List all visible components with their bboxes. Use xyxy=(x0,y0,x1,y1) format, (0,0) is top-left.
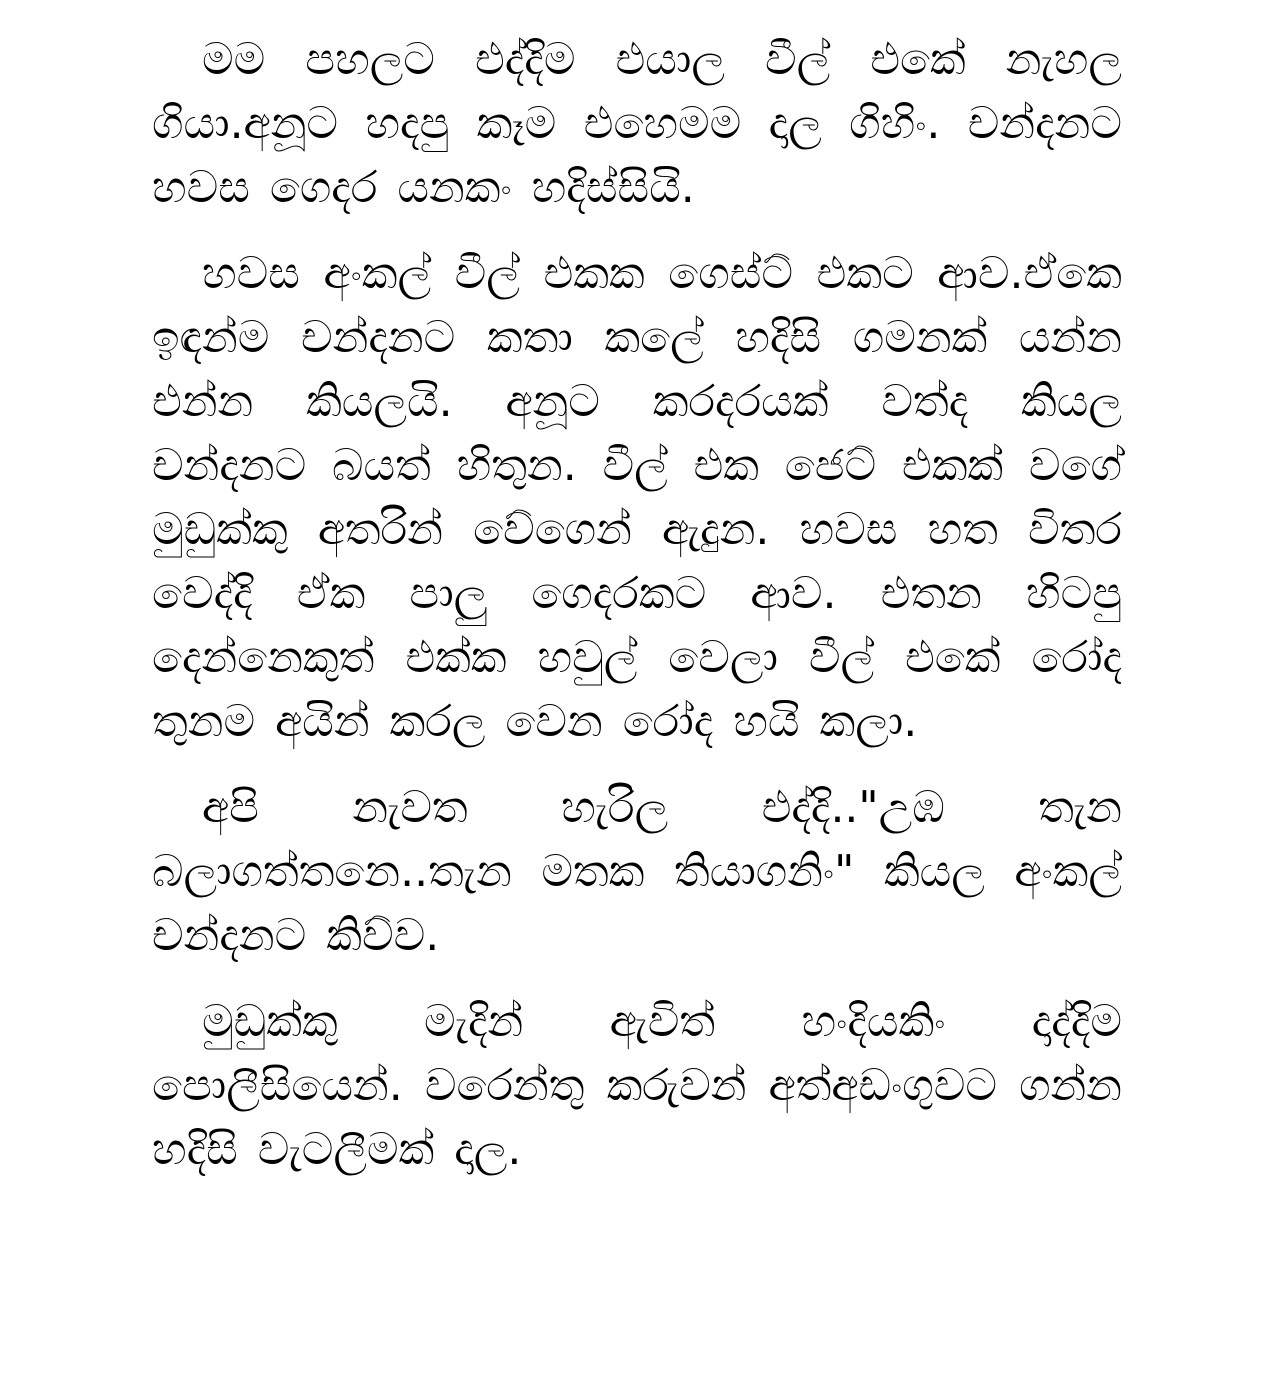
paragraph-4: මුඩුක්කු මැදින් ඇවිත් හංදියකිං දාද්දිම පොලීසියෙන්. වරෙන්තු කරුවන් අත්අඩංගුවට ගන්න හදිසි වැටලීමක් දාල. xyxy=(152,996,1122,1175)
paragraph-1: මම පහලට එද්දිම එයාල වීල් එකේ නැහල ගියා.අනූට හදපු කෑම එහෙමම දාල ගිහිං. චන්දනට හවස ගෙදර යනකං හදිස්සියි. xyxy=(152,34,1122,213)
document-page xyxy=(152,28,1122,1204)
paragraph-2: හවස අංකල් වීල් එකක ගෙස්ට් එකට ආව.ඒකෙ ඉඳන්ම චන්දනට කතා කලේ හදිසි ගමනක් යන්න එන්න කියලයි. අනූට කරදරයක් වත්ද කියල චන්දනට බයත් හිතුන. වීල් එක ජෙට් එකක් වගේ මුඩුක්කු අතරින් වේගෙන් ඇදුන. හවස හත විතර වෙද්දි ඒක පාලු ගෙදරකට ආව. එතන හිටපු දෙන්නෙකුත් එක්ක හවුල් වෙලා වීල් එකේ රෝද තුනම අයින් කරල වෙන රෝද හයි කලා. xyxy=(152,248,1122,747)
paragraph-3: අපි නැවත හැරිල එද්දි.."උඹ තැන බලාගත්තනෙ..තැන මතක තියාගනිං" කියල අංකල් චන්දනට කිව්ව. xyxy=(152,782,1122,961)
